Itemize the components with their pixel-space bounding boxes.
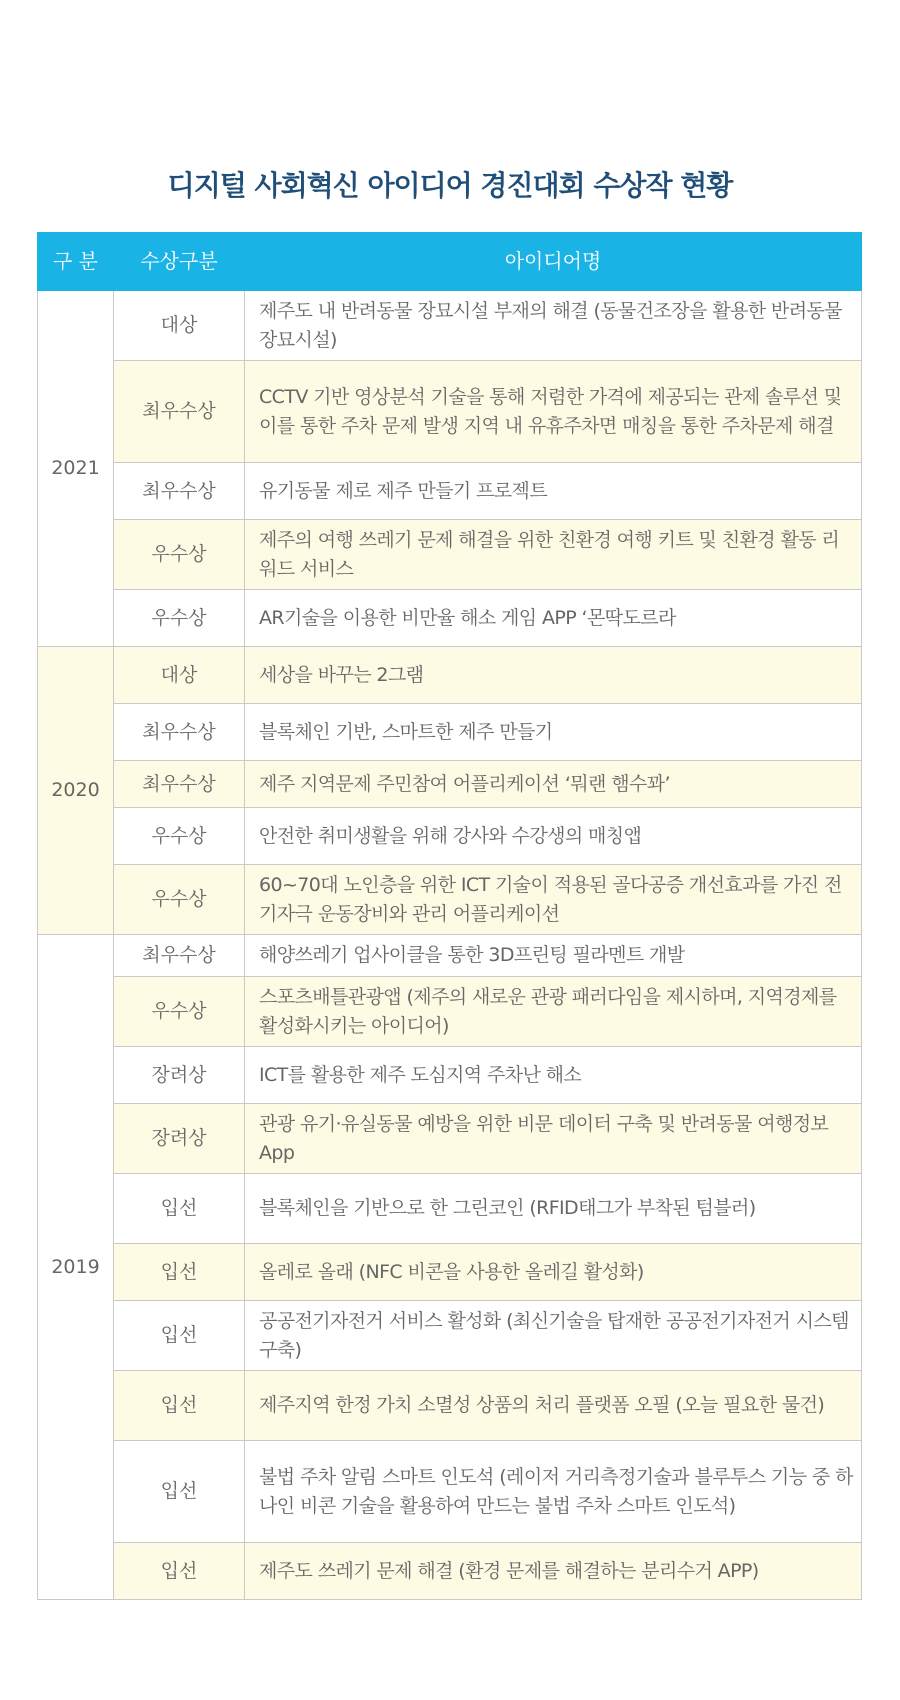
idea-cell: 해양쓰레기 업사이클을 통한 3D프린팅 필라멘트 개발 — [245, 935, 862, 977]
table-row — [38, 704, 862, 761]
table-row — [38, 1441, 862, 1543]
table-row — [38, 1244, 862, 1301]
idea-cell: 공공전기자전거 서비스 활성화 (최신기술을 탑재한 공공전기자전거 시스템 구축) — [245, 1301, 862, 1371]
table-header-row — [38, 233, 862, 291]
idea-cell: 관광 유기·유실동물 예방을 위한 비문 데이터 구축 및 반려동물 여행정보 App — [245, 1104, 862, 1174]
idea-cell: 제주지역 한정 가치 소멸성 상품의 처리 플랫폼 오필 (오늘 필요한 물건) — [245, 1371, 862, 1441]
table-row — [38, 977, 862, 1047]
award-cell: 최우수상 — [114, 935, 245, 977]
award-cell: 대상 — [114, 647, 245, 704]
table-row — [38, 1047, 862, 1104]
table-row — [38, 865, 862, 935]
idea-cell: CCTV 기반 영상분석 기술을 통해 저렴한 가격에 제공되는 관제 솔루션 및 이를 통한 주차 문제 발생 지역 내 유휴주차면 매칭을 통한 주차문제 해결 — [245, 361, 862, 463]
header-award: 수상구분 — [114, 233, 245, 291]
idea-cell: 블록체인 기반, 스마트한 제주 만들기 — [245, 704, 862, 761]
award-cell: 우수상 — [114, 590, 245, 647]
idea-cell: 유기동물 제로 제주 만들기 프로젝트 — [245, 463, 862, 520]
award-cell: 최우수상 — [114, 361, 245, 463]
table-row — [38, 1174, 862, 1244]
award-cell: 장려상 — [114, 1047, 245, 1104]
award-cell: 우수상 — [114, 808, 245, 865]
table-row — [38, 761, 862, 808]
award-cell: 최우수상 — [114, 761, 245, 808]
idea-cell: 불법 주차 알림 스마트 인도석 (레이저 거리측정기술과 블루투스 기능 중 하나인 비콘 기술을 활용하여 만드는 불법 주차 스마트 인도석) — [245, 1441, 862, 1543]
idea-cell: 제주도 내 반려동물 장묘시설 부재의 해결 (동물건조장을 활용한 반려동물 장묘시설) — [245, 291, 862, 361]
idea-cell: 제주의 여행 쓰레기 문제 해결을 위한 친환경 여행 키트 및 친환경 활동 리워드 서비스 — [245, 520, 862, 590]
award-cell: 입선 — [114, 1244, 245, 1301]
table-row — [38, 1301, 862, 1371]
idea-cell: ICT를 활용한 제주 도심지역 주차난 해소 — [245, 1047, 862, 1104]
idea-cell: 블록체인을 기반으로 한 그린코인 (RFID태그가 부착된 텀블러) — [245, 1174, 862, 1244]
table-row — [38, 361, 862, 463]
table-row — [38, 463, 862, 520]
year-cell-2020: 2020 — [38, 647, 114, 935]
award-cell: 입선 — [114, 1543, 245, 1600]
idea-cell: 올레로 올래 (NFC 비콘을 사용한 올레길 활성화) — [245, 1244, 862, 1301]
header-year: 구 분 — [38, 233, 114, 291]
award-cell: 우수상 — [114, 520, 245, 590]
page-title: 디지털 사회혁신 아이디어 경진대회 수상작 현황 — [167, 169, 733, 202]
table-row — [38, 520, 862, 590]
awards-table — [37, 232, 862, 1600]
award-cell: 대상 — [114, 291, 245, 361]
table-row — [38, 808, 862, 865]
award-cell: 우수상 — [114, 865, 245, 935]
idea-cell: 제주도 쓰레기 문제 해결 (환경 문제를 해결하는 분리수거 APP) — [245, 1543, 862, 1600]
award-cell: 입선 — [114, 1371, 245, 1441]
year-cell-2021: 2021 — [38, 291, 114, 647]
header-idea: 아이디어명 — [245, 233, 862, 291]
award-cell: 최우수상 — [114, 463, 245, 520]
award-cell: 입선 — [114, 1441, 245, 1543]
idea-cell: 스포츠배틀관광앱 (제주의 새로운 관광 패러다임을 제시하며, 지역경제를 활성화시키는 아이디어) — [245, 977, 862, 1047]
table-row — [38, 1543, 862, 1600]
award-cell: 장려상 — [114, 1104, 245, 1174]
award-cell: 입선 — [114, 1301, 245, 1371]
idea-cell: 안전한 취미생활을 위해 강사와 수강생의 매칭앱 — [245, 808, 862, 865]
idea-cell: AR기술을 이용한 비만율 해소 게임 APP ‘몬딱도르라 — [245, 590, 862, 647]
award-cell: 우수상 — [114, 977, 245, 1047]
table-row — [38, 1104, 862, 1174]
table-row — [38, 1371, 862, 1441]
year-cell-2019: 2019 — [38, 935, 114, 1600]
award-cell: 입선 — [114, 1174, 245, 1244]
idea-cell: 60~70대 노인층을 위한 ICT 기술이 적용된 골다공증 개선효과를 가진 전기자극 운동장비와 관리 어플리케이션 — [245, 865, 862, 935]
table-row — [38, 647, 862, 704]
idea-cell: 세상을 바꾸는 2그램 — [245, 647, 862, 704]
idea-cell: 제주 지역문제 주민참여 어플리케이션 ‘뭐랜 햄수꽈’ — [245, 761, 862, 808]
award-cell: 최우수상 — [114, 704, 245, 761]
table-row — [38, 590, 862, 647]
table-row — [38, 291, 862, 361]
table-row — [38, 935, 862, 977]
